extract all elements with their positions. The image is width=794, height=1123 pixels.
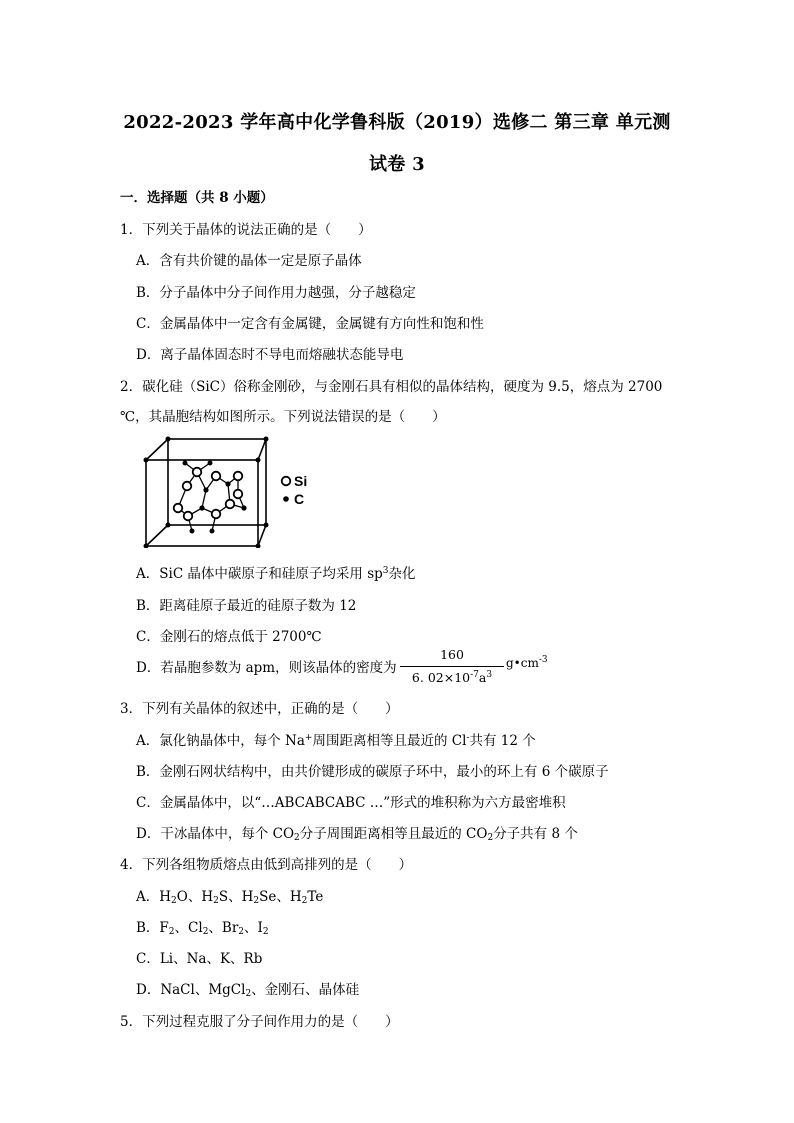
q2-option-c: C．金刚石的熔点低于 2700℃	[136, 629, 322, 645]
legend-si-label: Si	[294, 473, 308, 489]
q1-option-a: A．含有共价键的晶体一定是原子晶体	[136, 253, 362, 269]
q1-option-d: D．离子晶体固态时不导电而熔融状态能导电	[136, 347, 404, 363]
density-unit: $g•cm^{-3}$	[506, 655, 548, 670]
q1-option-c: C．金属晶体中一定含有金属键，金属键有方向性和饱和性	[136, 316, 484, 332]
q3-option-b: B．金刚石网状结构中，由共价键形成的碳原子环中，最小的环上有 6 个碳原子	[136, 764, 609, 780]
q2-option-b: B．距离硅原子最近的硅原子数为 12	[136, 598, 357, 614]
q4-stem: 4．下列各组物质熔点由低到高排列的是（ ）	[120, 857, 413, 873]
q5-stem: 5．下列过程克服了分子间作用力的是（ ）	[120, 1014, 399, 1030]
q3-stem: 3．下列有关晶体的叙述中，正确的是（ ）	[120, 701, 399, 717]
sic-unit-cell-figure	[140, 436, 330, 548]
title-line-2: 试卷 3	[369, 154, 425, 175]
fraction-numerator: 160	[440, 647, 464, 662]
q4-option-a: A．$H_2O$、$H_2S$、$H_2Se$、$H_2Te$	[136, 889, 324, 906]
q4-option-d: D．NaCl、MgCl$_2$、金刚石、晶体硅	[136, 982, 360, 999]
q1-option-b: B．分子晶体中分子间作用力越强，分子越稳定	[136, 285, 416, 301]
q1-stem: 1．下列关于晶体的说法正确的是（ ）	[120, 222, 372, 238]
q2-option-a: A．SiC 晶体中碳原子和硅原子均采用 $sp^3$杂化	[136, 566, 416, 582]
legend-c-label: C	[294, 491, 305, 507]
fraction-denominator: 6. $02\times 10^{-7}a^3$	[411, 670, 493, 685]
density-fraction	[400, 647, 504, 689]
q3-option-d: D．干冰晶体中，每个 $CO_2$分子周围距离相等且最近的 $CO_2$分子共有 8 个	[136, 826, 578, 843]
title-line-1: 2022-2023 学年高中化学鲁科版（2019）选修二 第三章 单元测	[123, 112, 671, 133]
q2-stem-line-2: ℃，其晶胞结构如图所示。下列说法错误的是（ ）	[120, 409, 446, 425]
q3-option-a: A．氯化钠晶体中，每个 Na+周围距离相等且最近的 Cl-共有 12 个	[136, 733, 536, 749]
q4-option-c: C．Li、Na、K、Rb	[136, 951, 263, 967]
q2-stem-line-1: 2．碳化硅（SiC）俗称金刚砂，与金刚石具有相似的晶体结构，硬度为 9.5，熔点为 2700	[120, 379, 663, 395]
q4-option-b: B．$F_2$、$Cl_2$、$Br_2$、$I_2$	[136, 920, 269, 937]
section-heading: 一．选择题（共 8 小题）	[120, 190, 274, 206]
q2-option-d: D．若晶胞参数为 apm，则该晶体的密度为	[136, 660, 397, 676]
q3-option-c: C．金属晶体中，以“…ABCABCABC …”形式的堆积称为六方最密堆积	[136, 795, 566, 811]
fraction-bar	[400, 666, 504, 667]
